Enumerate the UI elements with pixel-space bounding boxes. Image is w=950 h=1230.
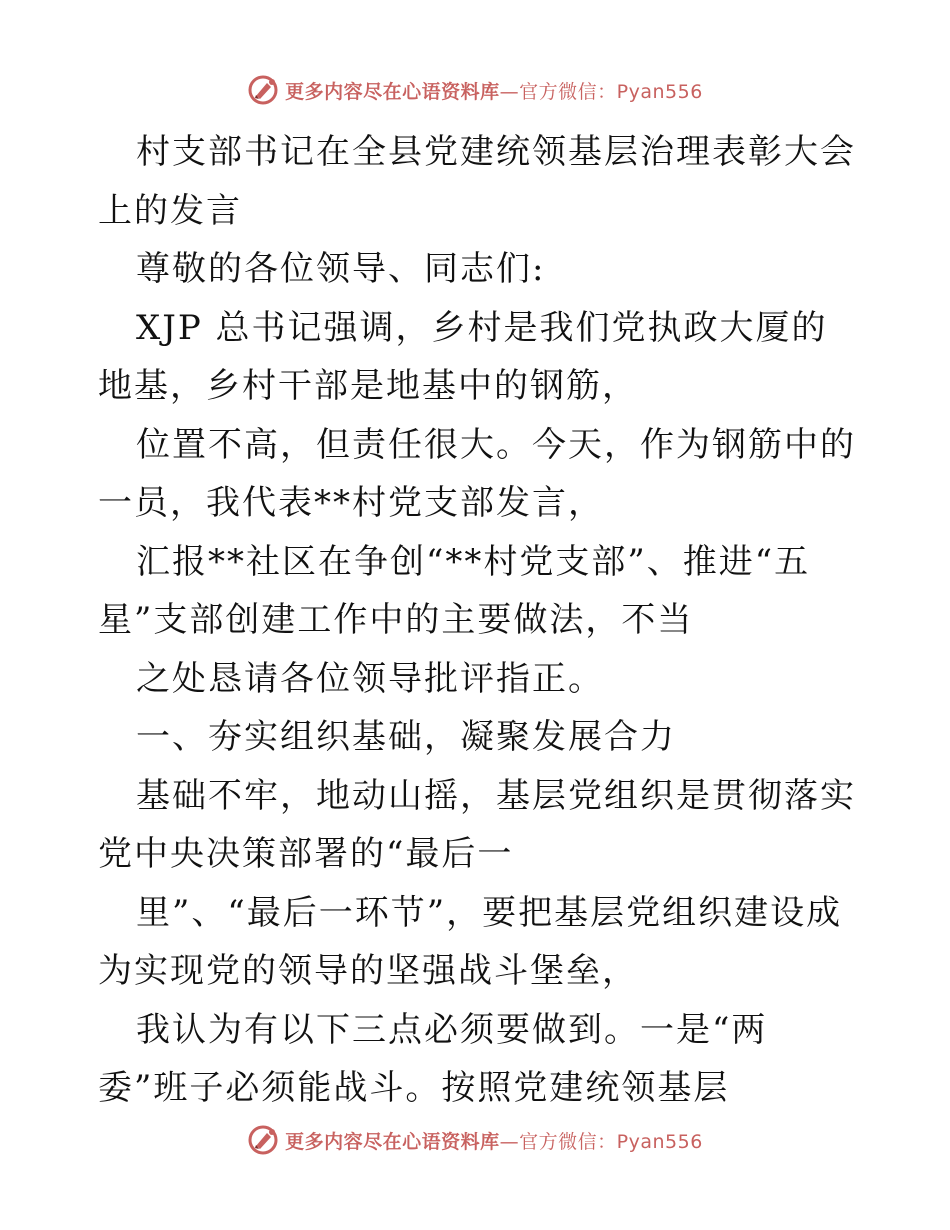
watermark-footer — [0, 1120, 950, 1160]
paragraph: 位置不高，但责任很大。今天，作为钢筋中的一员，我代表**村党支部发言， — [98, 424, 856, 523]
paragraph: 之处恳请各位领导批评指正。 — [136, 658, 604, 699]
watermark-brand: 更多内容尽在心语资料库 — [285, 80, 500, 103]
paragraph: 里”、“最后一环节”，要把基层党组织建设成为实现党的领导的坚强战斗堡垒， — [98, 892, 843, 991]
watermark-contact: 官方微信：Pyan556 — [519, 80, 703, 103]
watermark-separator: — — [499, 80, 520, 103]
watermark-contact: 官方微信：Pyan556 — [519, 1130, 703, 1153]
salutation: 尊敬的各位领导、同志们: — [136, 249, 546, 289]
seal-logo-icon — [247, 1124, 279, 1156]
paragraph: XJP 总书记强调，乡村是我们党执政大厦的地基，乡村干部是地基中的钢筋， — [98, 307, 828, 406]
watermark-brand: 更多内容尽在心语资料库 — [285, 1130, 500, 1153]
watermark-header — [0, 70, 950, 110]
seal-logo-icon — [247, 74, 279, 106]
paragraph: 我认为有以下三点必须要做到。一是“两委”班子必须能战斗。按照党建统领基层 — [98, 1009, 768, 1108]
paragraph: 汇报**社区在争创“**村党支部”、推进“五星”支部创建工作中的主要做法，不当 — [98, 541, 811, 640]
paragraph: 基础不牢，地动山摇，基层党组织是贯彻落实党中央决策部署的“最后一 — [98, 775, 856, 874]
document-title: 村支部书记在全县党建统领基层治理表彰大会上的发言 — [98, 132, 856, 231]
watermark-separator: — — [499, 1130, 520, 1153]
watermark-text — [285, 1127, 703, 1154]
section-heading: 一、夯实组织基础，凝聚发展合力 — [136, 717, 676, 757]
watermark-text — [285, 77, 703, 104]
document-body — [98, 123, 858, 1118]
